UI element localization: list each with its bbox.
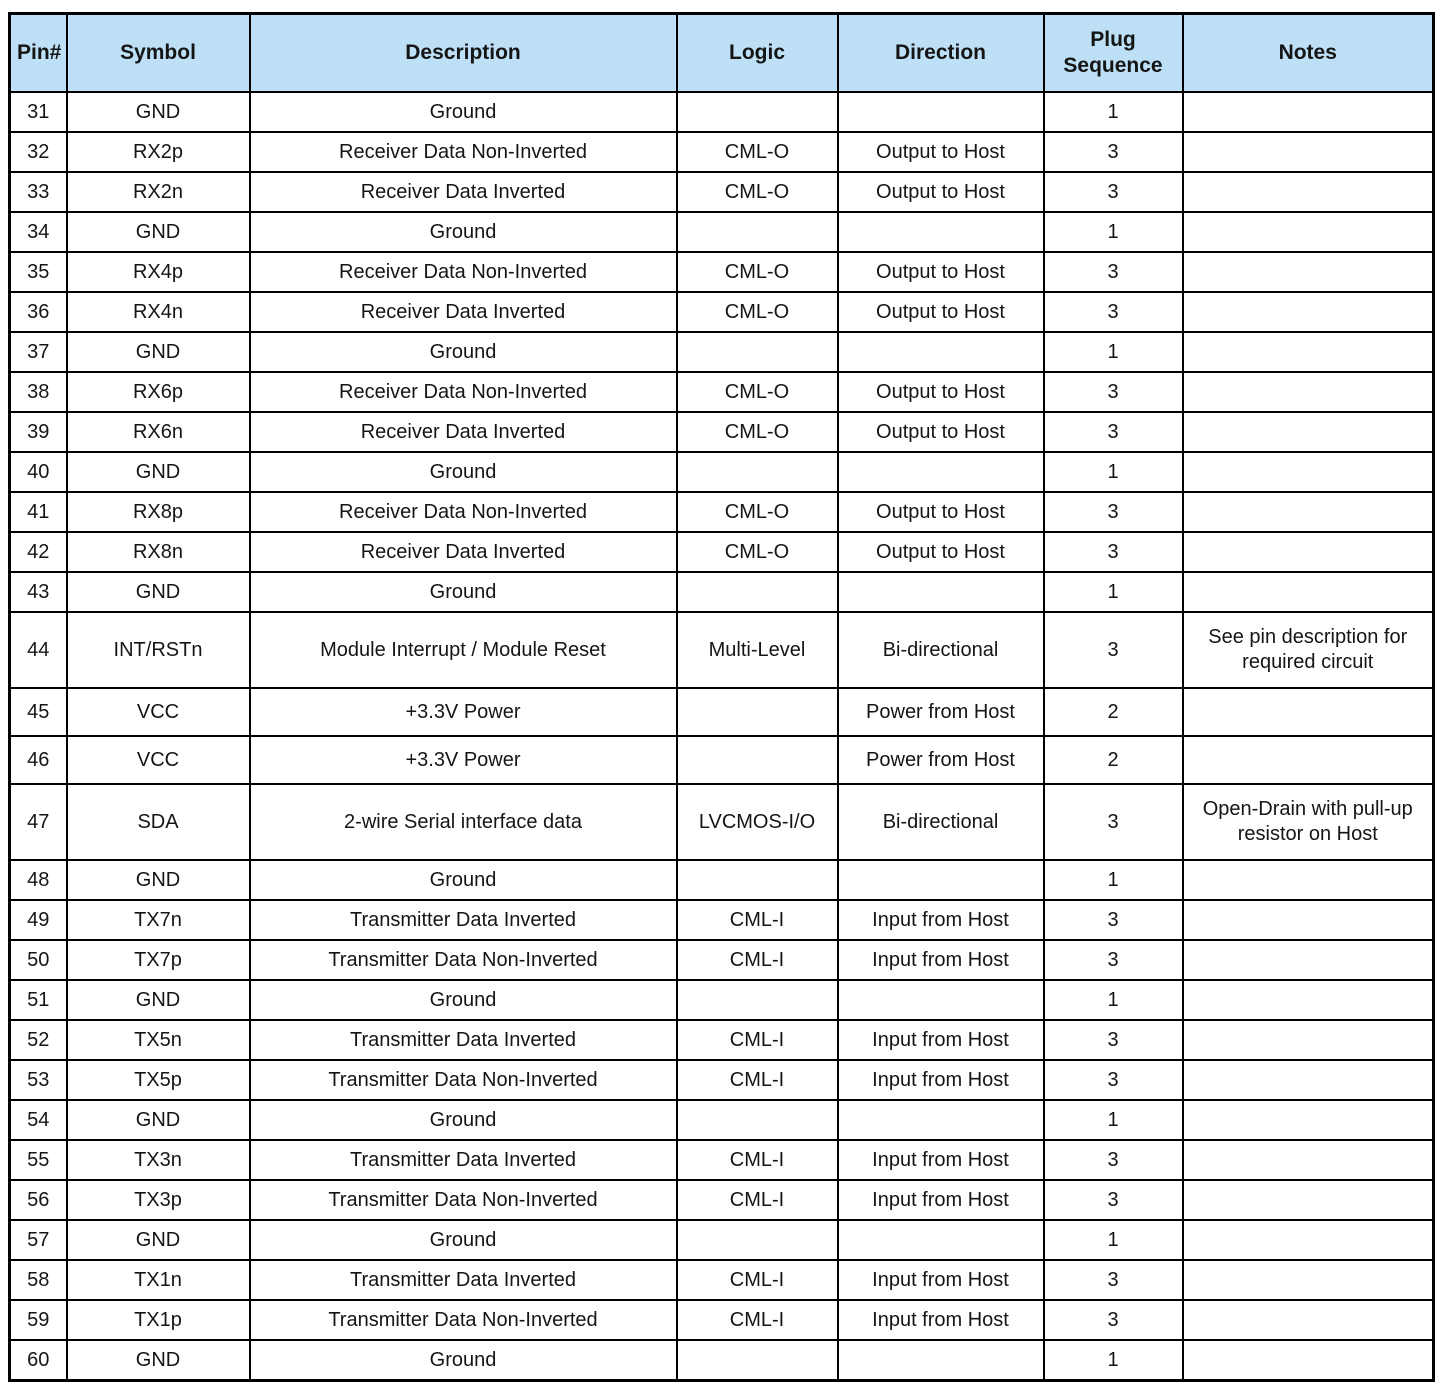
- header-row: [10, 14, 1434, 93]
- cell-pin: 56: [10, 1180, 67, 1220]
- table-row: [10, 372, 1434, 412]
- cell-notes: [1183, 532, 1434, 572]
- cell-plug_sequence: 3: [1044, 612, 1183, 688]
- cell-pin: 57: [10, 1220, 67, 1260]
- cell-symbol: TX5p: [67, 1060, 250, 1100]
- cell-description: Ground: [250, 980, 677, 1020]
- cell-description: Ground: [250, 572, 677, 612]
- cell-plug_sequence: 3: [1044, 292, 1183, 332]
- table-row: [10, 980, 1434, 1020]
- cell-plug_sequence: 3: [1044, 532, 1183, 572]
- cell-description: Transmitter Data Inverted: [250, 1260, 677, 1300]
- cell-symbol: RX2n: [67, 172, 250, 212]
- cell-logic: LVCMOS-I/O: [677, 784, 838, 860]
- cell-notes: [1183, 452, 1434, 492]
- cell-logic: [677, 688, 838, 736]
- cell-symbol: RX2p: [67, 132, 250, 172]
- cell-notes: [1183, 292, 1434, 332]
- table-row: [10, 212, 1434, 252]
- cell-notes: [1183, 1060, 1434, 1100]
- cell-logic: [677, 332, 838, 372]
- cell-notes: [1183, 252, 1434, 292]
- cell-notes: [1183, 492, 1434, 532]
- cell-pin: 37: [10, 332, 67, 372]
- cell-direction: Bi-directional: [838, 784, 1044, 860]
- cell-symbol: GND: [67, 860, 250, 900]
- cell-plug_sequence: 2: [1044, 688, 1183, 736]
- cell-direction: Input from Host: [838, 1060, 1044, 1100]
- cell-notes: See pin description for required circuit: [1183, 612, 1434, 688]
- cell-symbol: INT/RSTn: [67, 612, 250, 688]
- cell-plug_sequence: 3: [1044, 1300, 1183, 1340]
- cell-pin: 32: [10, 132, 67, 172]
- cell-notes: [1183, 212, 1434, 252]
- cell-direction: Input from Host: [838, 1140, 1044, 1180]
- cell-pin: 36: [10, 292, 67, 332]
- cell-description: Transmitter Data Non-Inverted: [250, 1060, 677, 1100]
- cell-description: Module Interrupt / Module Reset: [250, 612, 677, 688]
- cell-logic: CML-O: [677, 132, 838, 172]
- cell-logic: [677, 572, 838, 612]
- cell-pin: 59: [10, 1300, 67, 1340]
- cell-pin: 49: [10, 900, 67, 940]
- table-body: [10, 92, 1434, 1381]
- cell-direction: Power from Host: [838, 688, 1044, 736]
- cell-plug_sequence: 3: [1044, 900, 1183, 940]
- cell-plug_sequence: 3: [1044, 372, 1183, 412]
- table-row: [10, 900, 1434, 940]
- cell-pin: 47: [10, 784, 67, 860]
- cell-description: Receiver Data Inverted: [250, 412, 677, 452]
- cell-description: Ground: [250, 212, 677, 252]
- cell-symbol: RX6p: [67, 372, 250, 412]
- cell-notes: [1183, 92, 1434, 132]
- cell-notes: Open-Drain with pull-up resistor on Host: [1183, 784, 1434, 860]
- cell-direction: [838, 860, 1044, 900]
- cell-symbol: RX4n: [67, 292, 250, 332]
- table-row: [10, 532, 1434, 572]
- cell-description: Ground: [250, 332, 677, 372]
- table-row: [10, 252, 1434, 292]
- table-row: [10, 784, 1434, 860]
- column-header-notes: Notes: [1183, 14, 1434, 93]
- cell-description: Transmitter Data Non-Inverted: [250, 1300, 677, 1340]
- cell-symbol: RX8p: [67, 492, 250, 532]
- cell-pin: 46: [10, 736, 67, 784]
- cell-symbol: GND: [67, 572, 250, 612]
- cell-direction: [838, 452, 1044, 492]
- table-row: [10, 612, 1434, 688]
- cell-symbol: SDA: [67, 784, 250, 860]
- cell-description: Receiver Data Inverted: [250, 532, 677, 572]
- cell-logic: CML-O: [677, 372, 838, 412]
- cell-direction: [838, 92, 1044, 132]
- cell-notes: [1183, 412, 1434, 452]
- cell-description: Ground: [250, 1220, 677, 1260]
- cell-logic: [677, 1340, 838, 1381]
- cell-notes: [1183, 1020, 1434, 1060]
- cell-plug_sequence: 3: [1044, 412, 1183, 452]
- column-header-direction: Direction: [838, 14, 1044, 93]
- cell-logic: CML-I: [677, 1020, 838, 1060]
- column-header-description: Description: [250, 14, 677, 93]
- cell-symbol: TX7n: [67, 900, 250, 940]
- cell-description: +3.3V Power: [250, 736, 677, 784]
- cell-logic: Multi-Level: [677, 612, 838, 688]
- cell-symbol: GND: [67, 1220, 250, 1260]
- cell-pin: 34: [10, 212, 67, 252]
- table-row: [10, 1140, 1434, 1180]
- cell-logic: [677, 1220, 838, 1260]
- cell-logic: CML-O: [677, 532, 838, 572]
- cell-direction: [838, 212, 1044, 252]
- cell-direction: Output to Host: [838, 412, 1044, 452]
- cell-notes: [1183, 1180, 1434, 1220]
- cell-logic: [677, 92, 838, 132]
- table-row: [10, 1020, 1434, 1060]
- cell-plug_sequence: 3: [1044, 940, 1183, 980]
- cell-direction: Input from Host: [838, 1300, 1044, 1340]
- cell-symbol: GND: [67, 452, 250, 492]
- cell-plug_sequence: 1: [1044, 1340, 1183, 1381]
- cell-pin: 52: [10, 1020, 67, 1060]
- cell-pin: 38: [10, 372, 67, 412]
- cell-direction: Power from Host: [838, 736, 1044, 784]
- cell-description: Transmitter Data Inverted: [250, 1020, 677, 1060]
- cell-plug_sequence: 1: [1044, 980, 1183, 1020]
- table-row: [10, 1180, 1434, 1220]
- cell-pin: 58: [10, 1260, 67, 1300]
- column-header-pin: Pin#: [10, 14, 67, 93]
- cell-description: Transmitter Data Inverted: [250, 900, 677, 940]
- cell-logic: [677, 1100, 838, 1140]
- cell-direction: Input from Host: [838, 1180, 1044, 1220]
- cell-description: Ground: [250, 1340, 677, 1381]
- cell-notes: [1183, 1220, 1434, 1260]
- cell-symbol: RX6n: [67, 412, 250, 452]
- table-row: [10, 332, 1434, 372]
- cell-notes: [1183, 900, 1434, 940]
- table-row: [10, 860, 1434, 900]
- table-row: [10, 92, 1434, 132]
- cell-description: Transmitter Data Non-Inverted: [250, 1180, 677, 1220]
- cell-logic: CML-O: [677, 492, 838, 532]
- cell-pin: 35: [10, 252, 67, 292]
- cell-plug_sequence: 1: [1044, 92, 1183, 132]
- cell-plug_sequence: 3: [1044, 1060, 1183, 1100]
- cell-pin: 33: [10, 172, 67, 212]
- cell-notes: [1183, 572, 1434, 612]
- cell-plug_sequence: 1: [1044, 212, 1183, 252]
- cell-pin: 31: [10, 92, 67, 132]
- cell-direction: Output to Host: [838, 292, 1044, 332]
- cell-direction: Output to Host: [838, 532, 1044, 572]
- cell-logic: CML-I: [677, 1260, 838, 1300]
- table-row: [10, 492, 1434, 532]
- table-row: [10, 1060, 1434, 1100]
- cell-symbol: TX1n: [67, 1260, 250, 1300]
- cell-plug_sequence: 2: [1044, 736, 1183, 784]
- cell-direction: Input from Host: [838, 1260, 1044, 1300]
- cell-direction: [838, 332, 1044, 372]
- cell-symbol: RX4p: [67, 252, 250, 292]
- cell-description: Receiver Data Inverted: [250, 292, 677, 332]
- cell-pin: 40: [10, 452, 67, 492]
- cell-plug_sequence: 1: [1044, 572, 1183, 612]
- cell-notes: [1183, 940, 1434, 980]
- table-row: [10, 412, 1434, 452]
- cell-plug_sequence: 1: [1044, 860, 1183, 900]
- cell-notes: [1183, 1140, 1434, 1180]
- cell-direction: Output to Host: [838, 372, 1044, 412]
- cell-plug_sequence: 3: [1044, 172, 1183, 212]
- cell-plug_sequence: 3: [1044, 1260, 1183, 1300]
- cell-symbol: GND: [67, 332, 250, 372]
- cell-symbol: TX3p: [67, 1180, 250, 1220]
- cell-logic: [677, 980, 838, 1020]
- table-row: [10, 572, 1434, 612]
- table-row: [10, 1300, 1434, 1340]
- table-row: [10, 292, 1434, 332]
- cell-plug_sequence: 3: [1044, 252, 1183, 292]
- cell-plug_sequence: 3: [1044, 132, 1183, 172]
- cell-description: Ground: [250, 452, 677, 492]
- column-header-plug_sequence: Plug Sequence: [1044, 14, 1183, 93]
- cell-logic: CML-I: [677, 1140, 838, 1180]
- cell-direction: Bi-directional: [838, 612, 1044, 688]
- cell-notes: [1183, 736, 1434, 784]
- cell-notes: [1183, 980, 1434, 1020]
- table-row: [10, 1260, 1434, 1300]
- cell-pin: 55: [10, 1140, 67, 1180]
- cell-notes: [1183, 688, 1434, 736]
- cell-plug_sequence: 3: [1044, 784, 1183, 860]
- cell-direction: Output to Host: [838, 492, 1044, 532]
- cell-symbol: TX3n: [67, 1140, 250, 1180]
- cell-pin: 48: [10, 860, 67, 900]
- cell-direction: Input from Host: [838, 1020, 1044, 1060]
- column-header-symbol: Symbol: [67, 14, 250, 93]
- cell-plug_sequence: 3: [1044, 1020, 1183, 1060]
- cell-notes: [1183, 172, 1434, 212]
- table-row: [10, 1220, 1434, 1260]
- cell-description: Receiver Data Non-Inverted: [250, 252, 677, 292]
- cell-description: Receiver Data Non-Inverted: [250, 132, 677, 172]
- cell-notes: [1183, 1300, 1434, 1340]
- cell-symbol: TX5n: [67, 1020, 250, 1060]
- cell-plug_sequence: 1: [1044, 1220, 1183, 1260]
- cell-description: Transmitter Data Non-Inverted: [250, 940, 677, 980]
- cell-logic: [677, 860, 838, 900]
- column-header-logic: Logic: [677, 14, 838, 93]
- cell-direction: Input from Host: [838, 940, 1044, 980]
- cell-direction: [838, 1220, 1044, 1260]
- cell-direction: Output to Host: [838, 172, 1044, 212]
- cell-pin: 54: [10, 1100, 67, 1140]
- cell-logic: [677, 212, 838, 252]
- cell-description: Ground: [250, 860, 677, 900]
- cell-direction: [838, 1100, 1044, 1140]
- cell-notes: [1183, 1100, 1434, 1140]
- cell-notes: [1183, 860, 1434, 900]
- cell-symbol: RX8n: [67, 532, 250, 572]
- cell-description: Transmitter Data Inverted: [250, 1140, 677, 1180]
- cell-symbol: VCC: [67, 688, 250, 736]
- cell-notes: [1183, 372, 1434, 412]
- cell-description: Receiver Data Inverted: [250, 172, 677, 212]
- cell-plug_sequence: 3: [1044, 1140, 1183, 1180]
- cell-direction: Input from Host: [838, 900, 1044, 940]
- cell-logic: CML-I: [677, 1060, 838, 1100]
- cell-logic: [677, 452, 838, 492]
- cell-pin: 50: [10, 940, 67, 980]
- cell-direction: Output to Host: [838, 252, 1044, 292]
- cell-description: Ground: [250, 92, 677, 132]
- cell-logic: [677, 736, 838, 784]
- cell-description: 2-wire Serial interface data: [250, 784, 677, 860]
- cell-symbol: GND: [67, 92, 250, 132]
- table-row: [10, 736, 1434, 784]
- cell-direction: Output to Host: [838, 132, 1044, 172]
- cell-direction: [838, 980, 1044, 1020]
- cell-notes: [1183, 132, 1434, 172]
- cell-pin: 43: [10, 572, 67, 612]
- cell-symbol: GND: [67, 1340, 250, 1381]
- cell-logic: CML-I: [677, 900, 838, 940]
- table-row: [10, 452, 1434, 492]
- cell-logic: CML-O: [677, 292, 838, 332]
- table-row: [10, 172, 1434, 212]
- cell-pin: 51: [10, 980, 67, 1020]
- cell-pin: 42: [10, 532, 67, 572]
- cell-plug_sequence: 3: [1044, 492, 1183, 532]
- cell-pin: 45: [10, 688, 67, 736]
- cell-description: +3.3V Power: [250, 688, 677, 736]
- cell-plug_sequence: 3: [1044, 1180, 1183, 1220]
- pin-assignment-table: [8, 12, 1435, 1382]
- cell-symbol: GND: [67, 212, 250, 252]
- table-row: [10, 688, 1434, 736]
- cell-logic: CML-O: [677, 412, 838, 452]
- cell-symbol: VCC: [67, 736, 250, 784]
- cell-description: Ground: [250, 1100, 677, 1140]
- cell-symbol: GND: [67, 980, 250, 1020]
- cell-logic: CML-I: [677, 1300, 838, 1340]
- cell-pin: 41: [10, 492, 67, 532]
- table-row: [10, 1100, 1434, 1140]
- cell-pin: 44: [10, 612, 67, 688]
- cell-symbol: TX7p: [67, 940, 250, 980]
- cell-logic: CML-O: [677, 252, 838, 292]
- table-row: [10, 132, 1434, 172]
- cell-description: Receiver Data Non-Inverted: [250, 492, 677, 532]
- cell-symbol: GND: [67, 1100, 250, 1140]
- cell-plug_sequence: 1: [1044, 1100, 1183, 1140]
- cell-pin: 39: [10, 412, 67, 452]
- cell-direction: [838, 1340, 1044, 1381]
- cell-notes: [1183, 1340, 1434, 1381]
- table-row: [10, 940, 1434, 980]
- cell-pin: 53: [10, 1060, 67, 1100]
- cell-pin: 60: [10, 1340, 67, 1381]
- cell-logic: CML-O: [677, 172, 838, 212]
- cell-notes: [1183, 332, 1434, 372]
- table-row: [10, 1340, 1434, 1381]
- cell-description: Receiver Data Non-Inverted: [250, 372, 677, 412]
- cell-plug_sequence: 1: [1044, 452, 1183, 492]
- cell-symbol: TX1p: [67, 1300, 250, 1340]
- cell-notes: [1183, 1260, 1434, 1300]
- cell-logic: CML-I: [677, 940, 838, 980]
- cell-plug_sequence: 1: [1044, 332, 1183, 372]
- cell-direction: [838, 572, 1044, 612]
- cell-logic: CML-I: [677, 1180, 838, 1220]
